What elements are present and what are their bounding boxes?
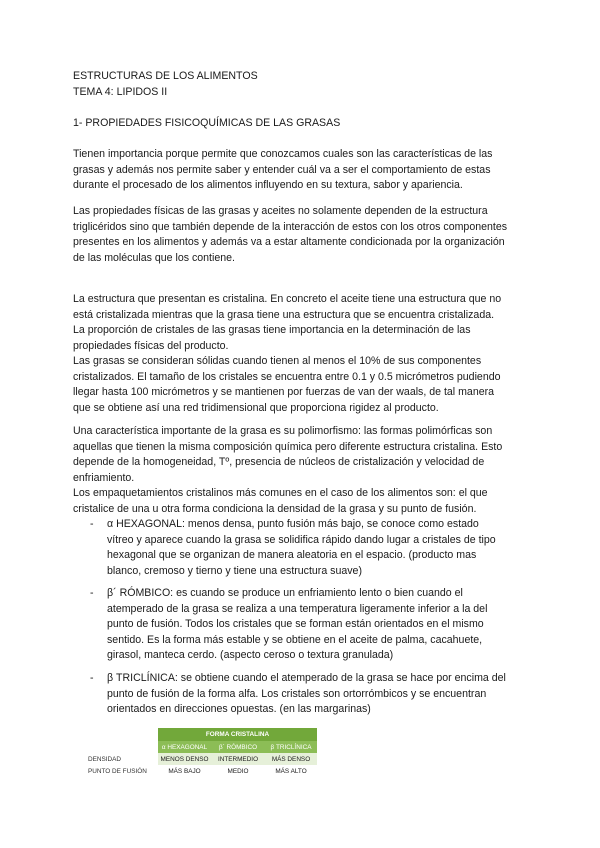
bullet-dash: - <box>90 518 94 530</box>
table-title: FORMA CRISTALINA <box>158 728 317 741</box>
bullet-dash: - <box>90 672 94 684</box>
crystal-form-table <box>85 728 317 777</box>
table-cell: MÁS DENSO <box>265 753 317 765</box>
bullet-beta-triclinica: β TRICLÍNICA: se obtiene cuando el atemperado de la grasa se hace por encima del punto de fusión de la forma alfa. Los cristales son ortorrómbicos y se encuentran orientados en direcciones opuestas. (en las margarinas) <box>107 672 506 715</box>
paragraph-importance: Tienen importancia porque permite que conozcamos cuales son las características de las grasas y además nos permite saber y entender cuál va a ser el comportamiento de estas durante el procesado de los alimentos influyendo en su textura, sabor y apariencia. <box>73 148 493 191</box>
bullet-dash: - <box>90 587 94 599</box>
column-header-beta-prime: β´ RÓMBICO <box>211 741 265 753</box>
paragraph-crystalline-structure: La estructura que presentan es cristalina. En concreto el aceite tiene una estructura que no está cristalizada mientras que la grasa tiene una estructura que se encuentra cristalizada. La proporción de cristales de las grasas tiene importancia en la determinación de las propiedades físicas del producto. Las grasas se consideran sólidas cuando tienen al menos el 10% de sus componentes cristalizados. El tamaño de los cristales se encuentra entre 0.1 y 0.5 micrómetros pudiendo llegar hasta 100 micrómetros y se mantienen por fuerzas de van der waals, de tal manera que se obtiene así una red tridimensional que proporciona rigidez al producto. <box>73 293 502 414</box>
header-topic: TEMA 4: LIPIDOS II <box>73 85 168 98</box>
table-cell: INTERMEDIO <box>211 753 265 765</box>
row-label-density: DENSIDAD <box>88 755 122 763</box>
paragraph-physical-properties: Las propiedades físicas de las grasas y aceites no solamente dependen de la estructura triglicéridos sino que también depende de la interacción de estos con los otros componentes presentes en los alimentos y además va a estar altamente condicionada por la organización de las moléculas que los contiene. <box>73 205 508 264</box>
table-cell: MENOS DENSO <box>158 753 211 765</box>
column-header-beta: β TRICLÍNICA <box>265 741 317 753</box>
paragraph-polymorphism: Una característica importante de la grasa es su polimorfismo: las formas polimórficas son aquellas que tienen la misma composición química pero diferente estructura cristalina. Esto depende de la homogeneidad, Tº, presencia de núcleos de cristalización y velocidad de enfriamiento. Los empaquetamientos cristalinos más comunes en el caso de los alimentos son: el que cristalice de una u otra forma condiciona la densidad de la grasa y su punto de fusión. <box>73 425 503 515</box>
table-row <box>85 765 317 777</box>
table-row <box>85 753 317 765</box>
header-course: ESTRUCTURAS DE LOS ALIMENTOS <box>73 70 258 82</box>
section-title: 1- PROPIEDADES FISICOQUÍMICAS DE LAS GRASAS <box>73 117 341 129</box>
table-cell: MÁS ALTO <box>265 765 317 777</box>
bullet-beta-prime-rombico: β´ RÓMBICO: es cuando se produce un enfriamiento lento o bien cuando el atemperado de la grasa se realiza a una temperatura ligeramente inferior a la del punto de fusión. Todos los cristales que se forman están orientados en el mismo sentido. Es la forma más estable y se obtiene en el aceite de palma, cacahuete, girasol, manteca cerdo. (aspecto ceroso o textura granulada) <box>107 587 488 661</box>
bullet-alpha-hexagonal: α HEXAGONAL: menos densa, punto fusión más bajo, se conoce como estado vítreo y aparece cuando la grasa se solidifica rápido dando lugar a cristales de tipo hexagonal que se organizan de manera aleatoria en el espacio. (producto mas blanco, cremoso y tierno y tiene una estructura suave) <box>107 518 496 577</box>
document-header <box>73 69 533 100</box>
table-cell: MEDIO <box>211 765 265 777</box>
column-header-alpha: α HEXAGONAL <box>158 741 211 753</box>
row-label-melting-point: PUNTO DE FUSIÓN <box>88 767 147 775</box>
table-cell: MÁS BAJO <box>158 765 211 777</box>
